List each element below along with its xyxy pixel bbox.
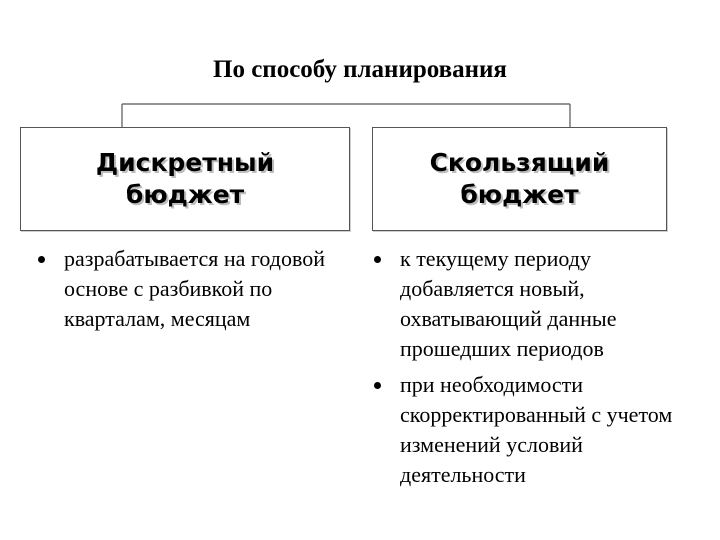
bullet-item	[38, 244, 338, 334]
bullet-dot-icon	[38, 256, 45, 263]
bullet-text: разрабатывается на годовой основе с разбивкой по кварталам, месяцам	[64, 246, 325, 331]
rolling-budget-label: Скользящий бюджет	[429, 148, 610, 209]
bullet-dot-icon	[374, 256, 381, 263]
rolling-budget-bullet-list	[374, 244, 674, 496]
bullet-item	[374, 244, 674, 364]
bullet-dot-icon	[374, 382, 381, 389]
bullet-text: при необходимости скорректированный с учетом изменений условий деятельности	[400, 372, 673, 487]
diagram-title: По способу планирования	[213, 56, 507, 83]
bullet-item	[374, 370, 674, 490]
discrete-budget-box	[20, 127, 350, 231]
discrete-budget-label: Дискретный бюджет	[95, 148, 275, 209]
rolling-budget-box	[372, 127, 667, 231]
discrete-budget-bullet-list	[38, 244, 338, 340]
bullet-text: к текущему периоду добавляется новый, охватывающий данные прошедших периодов	[400, 246, 617, 361]
